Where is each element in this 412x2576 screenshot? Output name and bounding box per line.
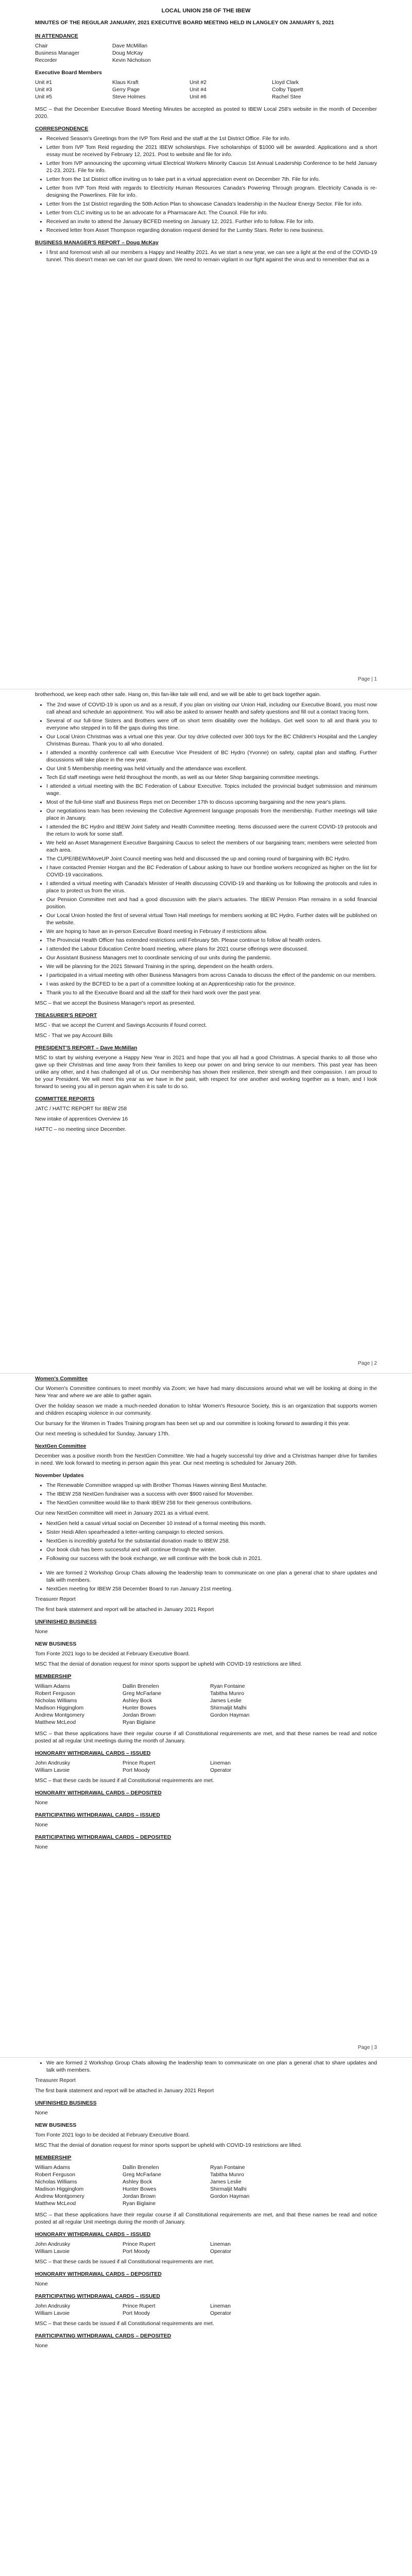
list-item: • Received Season's Greetings from the IVP Tom Reid and the staff at the 1st District Office. File for info. <box>46 135 377 143</box>
nextgen-heading: NextGen Committee <box>35 1444 87 1449</box>
member-name: Gerry Page <box>112 87 140 93</box>
list-item: • NextGen is incredibly grateful for the substantial donation made to IBEW 258. <box>46 1538 377 1545</box>
unit-label: Unit #3 <box>35 87 52 93</box>
list-item: • I attended the BC Hydro and IBEW Joint Safety and Health Committee meeting. Items discussed were the current COVID-19 protocols and the return to work for some staff. <box>46 824 377 838</box>
list-item: • NextGen held a casual virtual social on December 10 instead of a formal meeting this month. <box>46 1520 377 1528</box>
member-name: Ryan Biglaine <box>123 2201 156 2207</box>
list-item: • I participated in a virtual meeting with other Business Managers from across Canada to discuss the effect of the pandemic on our members. <box>46 972 377 979</box>
womens-text-2: Over the holiday season we made a much-needed donation to Ishtar Women's Resource Society, this is an organization that supports women and children escaping violence in our community. <box>35 1403 377 1416</box>
member-trade: Lineman <box>210 2303 231 2309</box>
correspondence-heading: CORRESPONDENCE <box>35 126 89 132</box>
honorary-motion: MSC – that these cards be issued if all Constitutional requirements are met. <box>35 2259 214 2265</box>
meet-list <box>35 2060 377 2074</box>
membership-motion: MSC – that these applications have their regular course if all Constitutional requirements are met, and that these names be read and notice posted at all regular Unit meetings during the month of January. <box>35 1731 377 1744</box>
list-item: • The Provincial Health Officer has extended restrictions until February 5th. Please continue to follow all health orders. <box>46 937 377 944</box>
unit-label: Unit #4 <box>190 87 207 93</box>
member-name: Ashley Bock <box>123 1698 152 1704</box>
member-name: James Leslie <box>210 1698 242 1704</box>
member-name: Greg McFarlane <box>123 1691 162 1697</box>
member-name: William Lavoie <box>35 2249 70 2255</box>
list-item: • Letter from IVP Tom Reid with regards to Electricity Human Resources Canada's Powering Through program. Electricity Canada is re-designing the Powerlines. File for info. <box>46 185 377 199</box>
member-name: Gordon Hayman <box>210 2194 250 2199</box>
page-divider <box>0 1373 412 1374</box>
document-header: LOCAL UNION 258 OF THE IBEW <box>161 8 251 14</box>
member-name: John Andrusky <box>35 1760 71 1766</box>
page-number: Page | 2 <box>357 1361 377 1366</box>
page-number: Page | 1 <box>357 676 377 682</box>
list-item: • Our Unit 5 Membership meeting was held virtually and the attendance was excellent. <box>46 766 377 773</box>
eb-members-heading: Executive Board Members <box>35 70 102 76</box>
committees-heading: COMMITTEE REPORTS <box>35 1096 95 1102</box>
member-name <box>210 2200 298 2208</box>
member-name: William Lavoie <box>35 1768 70 1773</box>
page-divider <box>0 2057 412 2058</box>
list-item: • We will be planning for the 2021 Steward Training in the spring, dependent on the health orders. <box>46 963 377 971</box>
list-item: • Received letter from Asset Thompson regarding donation request denied for the Lumby Stars. Refer to new business. <box>46 227 377 234</box>
member-name: William Adams <box>35 2165 71 2171</box>
member-location: Prince Rupert <box>123 2303 156 2309</box>
member-name: Nicholas Williams <box>35 2179 77 2185</box>
list-item: • Our Pension Committee met and had a good discussion with the plan's actuaries. The IBEW Pension Plan remains in a solid financial position. <box>46 896 377 911</box>
bm-report-motion: MSC – that we accept the Business Manager's report as presented. <box>35 1001 195 1006</box>
participating-deposited-heading: PARTICIPATING WITHDRAWAL CARDS – DEPOSITED <box>35 2333 171 2339</box>
member-name: Ryan Biglaine <box>123 1720 156 1725</box>
officer-role: Business Manager <box>35 50 80 56</box>
officer-name: Kevin Nicholson <box>112 58 151 63</box>
new-business-motion: MSC That the denial of donation request for minor sports support be upheld with COVID-19 restrictions are lifted. <box>35 1662 302 1667</box>
participating-deposited-none: None <box>35 2343 48 2349</box>
member-name: Dallin Brenelen <box>123 2165 159 2171</box>
list-item: • Tech Ed staff meetings were held throughout the month, as well as our Meter Shop bargaining committee meetings. <box>46 774 377 782</box>
list-item: • We are hoping to have an in-person Executive Board meeting in February if restrictions allow. <box>46 928 377 936</box>
officer-role: Chair <box>35 43 48 49</box>
honorary-issued-heading: HONORARY WITHDRAWAL CARDS – ISSUED <box>35 2232 151 2238</box>
honorary-deposited-heading: HONORARY WITHDRAWAL CARDS – DEPOSITED <box>35 1790 162 1796</box>
list-item: • We are formed 2 Workshop Group Chats allowing the leadership team to communicate on one plan a general chat to share updates and talk with members. <box>46 2060 377 2074</box>
list-item: • Our negotiations team has been reviewing the Collective Agreement language proposals from the membership. Further meetings will take place in January. <box>46 808 377 822</box>
womens-heading: Women's Committee <box>35 1376 88 1382</box>
treasurer-report-text: The first bank statement and report will be attached in January 2021 Report <box>35 2088 214 2094</box>
membership-list <box>35 1683 377 1726</box>
treasurer-report-text: The first bank statement and report will be attached in January 2021 Report <box>35 1607 214 1613</box>
participating-list <box>35 2303 377 2317</box>
member-location: Port Moody <box>123 1768 150 1773</box>
member-name: Greg McFarlane <box>123 2172 162 2178</box>
member-name: Colby Tippett <box>272 87 303 93</box>
bm-report-continued: brotherhood, we keep each other safe. Hang on, this fan-like tale will end, and we will be able to get back together again. <box>35 692 321 698</box>
bm-report-heading: BUSINESS MANAGER'S REPORT – Doug McKay <box>35 240 159 246</box>
member-name <box>210 1719 298 1726</box>
honorary-motion: MSC – that these cards be issued if all Constitutional requirements are met. <box>35 1778 214 1784</box>
member-name: Tabitha Munro <box>210 2172 244 2178</box>
unfinished-business-heading: UNFINISHED BUSINESS <box>35 1619 97 1625</box>
jatc-text: New intake of apprentices Overview 16 <box>35 1116 128 1122</box>
list-item: • The 2nd wave of COVID-19 is upon us and as a result, if you plan on visiting our Union Hall, including our Executive Board, you must now call ahead and schedule an appointment. You will also be asked to answer health and safety questions and fill out a contact tracing form. <box>46 702 377 716</box>
member-name: Shirmaljit Malhi <box>210 2187 247 2192</box>
list-item: • I attended a virtual meeting with the BC Federation of Labour Executive. Topics included the provincial budget submission and minimum wage. <box>46 783 377 798</box>
eb-members-list <box>35 79 377 101</box>
list-item: • Our Assistant Business Managers met to coordinate servicing of our units during the pandemic. <box>46 955 377 962</box>
bm-report-list <box>35 249 377 264</box>
womens-text-4: Our next meeting is scheduled for Sunday, January 17th. <box>35 1431 170 1437</box>
member-name: Shirmaljit Malhi <box>210 1705 247 1711</box>
member-name: Madison Higginglom <box>35 1705 84 1711</box>
member-name: Gordon Hayman <box>210 1713 250 1718</box>
officer-name: Dave McMillan <box>112 43 148 49</box>
treasurer-motion-2: MSC - That we pay Account Bills <box>35 1033 113 1039</box>
list-item: • The CUPE/IBEW/MoveUP Joint Council meeting was held and discussed the up and coming round of bargaining with BC Hydro. <box>46 856 377 863</box>
new-business-text: Tom Fonte 2021 logo to be decided at February Executive Board. <box>35 2132 190 2138</box>
list-item: • Letter from the 1st District regarding the 50th Action Plan to showcase Canada's leadership in the Nuclear Energy Sector. File for info. <box>46 201 377 208</box>
list-item: • I attended a monthly conference call with Executive Vice President of BC Hydro (Yvonne) on safety, capital plan and staffing. Further discussions will take place in the new year. <box>46 750 377 764</box>
unit-label: Unit #1 <box>35 80 52 86</box>
member-name: John Andrusky <box>35 2303 71 2309</box>
participating-deposited-none: None <box>35 1844 48 1850</box>
member-name: Dallin Brenelen <box>123 1684 159 1689</box>
officers-list <box>35 43 377 64</box>
page-1 <box>35 7 377 686</box>
list-item: • Sister Heidi Allen spearheaded a letter-writing campaign to elected seniors. <box>46 1529 377 1536</box>
member-name: John Andrusky <box>35 2242 71 2247</box>
new-business-heading: NEW BUSINESS <box>35 1641 77 1647</box>
list-item: • Received an invite to attend the January BCFED meeting on January 12, 2021. Further info to follow. File for info. <box>46 218 377 226</box>
unit-label: Unit #2 <box>190 80 207 86</box>
list-item: • Our Local Union Christmas was a virtual one this year. Our toy drive collected over 300 toys for the BC Children's Hospital and the Langley Christmas Bureau. Thank you to all who donated. <box>46 734 377 748</box>
member-name: Matthew McLeod <box>35 2201 76 2207</box>
list-item: • I first and foremost wish all our members a Happy and Healthy 2021. As we start a new year, we can see a light at the end of the COVID-19 tunnel. This doesn't mean we can let our guard down. We need to remain vigilant in our fight against the virus and to remember that as a <box>46 249 377 264</box>
participating-issued-heading: PARTICIPATING WITHDRAWAL CARDS – ISSUED <box>35 2294 160 2299</box>
page-number: Page | 3 <box>357 2045 377 2050</box>
member-name: William Lavoie <box>35 2311 70 2316</box>
president-text: MSC to start by wishing everyone a Happy New Year in 2021 and hope that you all had a good Christmas. A special thanks to all those who gave up their Christmas and time away from their families to keep our power on and bring service to our members. This past year has been unlike any other, and it has challenged all of us. Our membership has shown their resilience, their strength and their compassion. I am proud to be your President. We will meet this year as we have in the past, with respect for one another and working together as a team, and I look forward to seeing you all in person again when it is safe to do so. <box>35 1055 377 1090</box>
list-item: • Letter from the 1st District office inviting us to take part in a virtual appreciation event on December 7th. File for info. <box>46 176 377 183</box>
treasurer-report-label: Treasurer Report <box>35 1597 76 1602</box>
hattc-text: HATTC – no meeting since December. <box>35 1127 127 1132</box>
member-name: Matthew McLeod <box>35 1720 76 1725</box>
unfinished-none: None <box>35 1629 48 1635</box>
member-name: Robert Ferguson <box>35 1691 75 1697</box>
correspondence-list <box>35 135 377 234</box>
list-item: • Several of our full-time Sisters and Brothers were off on short term disability over the holidays. Get well soon to all and thank you to everyone who stepped in to fill the gaps during this time. <box>46 718 377 732</box>
officer-role: Recorder <box>35 58 57 63</box>
member-trade: Operator <box>210 1768 232 1773</box>
member-name: Madison Higginglom <box>35 2187 84 2192</box>
participating-issued-none: None <box>35 1822 48 1828</box>
member-name: Ryan Fontaine <box>210 1684 245 1689</box>
member-name: Jordan Brown <box>123 2194 156 2199</box>
treasurer-heading: TREASURER'S REPORT <box>35 1013 97 1019</box>
member-name: Andrew Montgomery <box>35 2194 84 2199</box>
honorary-deposited-none: None <box>35 1800 48 1806</box>
page-2 <box>35 691 377 1370</box>
meet-list <box>35 1570 377 1593</box>
list-item: • The IBEW 258 NextGen fundraiser was a success with over $900 raised for Movember. <box>46 1491 377 1498</box>
honorary-list <box>35 2241 377 2256</box>
president-heading: PRESIDENT'S REPORT – Dave McMillan <box>35 1045 138 1051</box>
list-item: • Most of the full-time staff and Business Reps met on December 17th to discuss upcoming bargaining and the new year's plans. <box>46 799 377 806</box>
member-name: Rachel Stee <box>272 94 301 100</box>
membership-heading: MEMBERSHIP <box>35 2155 72 2161</box>
member-name: Hunter Bowes <box>123 1705 157 1711</box>
list-item: • I was asked by the BCFED to be a part of a committee looking at an Apprenticeship ratio for the province. <box>46 981 377 988</box>
member-name: Andrew Montgomery <box>35 1713 84 1718</box>
list-item: • We held an Asset Management Executive Bargaining Caucus to select the members of our bargaining team; members were selected from each area. <box>46 840 377 854</box>
treasurer-report-label: Treasurer Report <box>35 2078 76 2083</box>
member-name: Tabitha Munro <box>210 1691 244 1697</box>
list-item: • I attended a virtual meeting with Canada's Minister of Health discussing COVID-19 and thanking us for following the protocols and rules in place to protect us from the virus. <box>46 880 377 895</box>
jatc-heading: JATC / HATTC REPORT for IBEW 258 <box>35 1106 127 1112</box>
updates-list <box>35 1482 377 1507</box>
honorary-list <box>35 1760 377 1774</box>
unfinished-none: None <box>35 2110 48 2116</box>
new-business-motion: MSC That the denial of donation request for minor sports support be upheld with COVID-19 restrictions are lifted. <box>35 2143 302 2148</box>
member-name: Jordan Brown <box>123 1713 156 1718</box>
list-item: • Our Local Union hosted the first of several virtual Town Hall meetings for members working at BC Hydro. Further dates will be published on the website. <box>46 912 377 927</box>
list-item: • Thank you to all the Executive Board and all the staff for their hard work over the past year. <box>46 990 377 997</box>
member-location: Port Moody <box>123 2311 150 2316</box>
list-item: • Letter from CLC inviting us to be an advocate for a Pharmacare Act. The Council. File for info. <box>46 210 377 217</box>
honorary-issued-heading: HONORARY WITHDRAWAL CARDS – ISSUED <box>35 1751 151 1756</box>
page-4 <box>35 2060 377 2576</box>
unit-label: Unit #5 <box>35 94 52 100</box>
list-item: • Following our success with the book exchange, we will continue with the book club in 2021. <box>46 1555 377 1563</box>
list-item: • I attended the Labour Education Centre board meeting, where plans for 2021 course offerings were discussed. <box>46 946 377 953</box>
list-item: • The Renewable Committee wrapped up with Brother Thomas Hawes winning Best Mustache. <box>46 1482 377 1489</box>
participating-deposited-heading: PARTICIPATING WITHDRAWAL CARDS – DEPOSITED <box>35 1835 171 1840</box>
member-location: Prince Rupert <box>123 1760 156 1766</box>
member-name: Hunter Bowes <box>123 2187 157 2192</box>
honorary-deposited-heading: HONORARY WITHDRAWAL CARDS – DEPOSITED <box>35 2272 162 2277</box>
member-name: Nicholas Williams <box>35 1698 77 1704</box>
participating-issued-heading: PARTICIPATING WITHDRAWAL CARDS – ISSUED <box>35 1812 160 1818</box>
bm-report-list-continued <box>35 702 377 997</box>
new-business-heading: NEW BUSINESS <box>35 2123 77 2128</box>
member-name: William Adams <box>35 1684 71 1689</box>
new-business-text: Tom Fonte 2021 logo to be decided at February Executive Board. <box>35 1651 190 1657</box>
member-name: Steve Holmes <box>112 94 146 100</box>
member-trade: Lineman <box>210 2242 231 2247</box>
member-name: Lloyd Clark <box>272 80 299 86</box>
list-item: • Letter from IVP Tom Reid regarding the 2021 IBEW scholarships. Five scholarships of $1000 will be awarded. Applications and a short essay must be received by February 12, 2021. Post to website and file for info. <box>46 144 377 159</box>
participating-motion: MSC – that these cards be issued if all Constitutional requirements are met. <box>35 2321 214 2327</box>
minutes-motion: MSC – that the December Executive Board Meeting Minutes be accepted as posted to IBEW Local 258's website in the month of December 2020. <box>35 107 377 120</box>
member-name: Robert Ferguson <box>35 2172 75 2178</box>
member-location: Port Moody <box>123 2249 150 2255</box>
member-name: Klaus Kraft <box>112 80 139 86</box>
updates-list-2 <box>35 1520 377 1563</box>
list-item: • NextGen meeting for IBEW 258 December Board to run January 21st meeting. <box>46 1586 377 1593</box>
list-item: • Letter from IVP announcing the upcoming virtual Electrical Workers Minority Caucus 1st Annual Leadership Conference to be held January 21-23, 2021. File for info. <box>46 160 377 175</box>
member-location: Prince Rupert <box>123 2242 156 2247</box>
list-item: • The NextGen committee would like to thank IBEW 258 for their generous contributions. <box>46 1500 377 1507</box>
unit-label: Unit #6 <box>190 94 207 100</box>
list-item: • Our book club has been successful and will continue through the winter. <box>46 1547 377 1554</box>
nextgen-text: December was a positive month from the NextGen Committee. We had a hugely successful toy drive and a Christmas hamper drive for families in need. We look forward to meeting in person again this year. Our next meeting is scheduled for January 26th. <box>35 1453 377 1466</box>
member-name: James Leslie <box>210 2179 242 2185</box>
member-name: Ryan Fontaine <box>210 2165 245 2171</box>
unfinished-business-heading: UNFINISHED BUSINESS <box>35 2100 97 2106</box>
membership-heading: MEMBERSHIP <box>35 1674 72 1680</box>
list-item: • We are formed 2 Workshop Group Chats allowing the leadership team to communicate on one plan a general chat to share updates and talk with members. <box>46 1570 377 1584</box>
page-3 <box>35 1376 377 2055</box>
treasurer-motion-1: MSC - that we accept the Current and Savings Accounts if found correct. <box>35 1023 207 1028</box>
list-item: • I have contacted Premier Horgan and the BC Federation of Labour asking to have our frontline workers recognized as higher on the list for COVID-19 vaccinations. <box>46 865 377 879</box>
member-name: Ashley Bock <box>123 2179 152 2185</box>
officer-name: Doug McKay <box>112 50 143 56</box>
honorary-deposited-none: None <box>35 2281 48 2287</box>
membership-list <box>35 2164 377 2208</box>
minutes-title: MINUTES OF THE REGULAR JANUARY, 2021 EXECUTIVE BOARD MEETING HELD IN LANGLEY ON JANUARY 5, 2021 <box>35 20 334 26</box>
member-trade: Operator <box>210 2311 232 2316</box>
member-trade: Lineman <box>210 1760 231 1766</box>
womens-text-3: Our bursary for the Women in Trades Training program has been set up and our committee is looking forward to awarding it this year. <box>35 1421 350 1427</box>
member-trade: Operator <box>210 2249 232 2255</box>
attendance-heading: IN ATTENDANCE <box>35 33 78 39</box>
membership-motion: MSC – that these applications have their regular course if all Constitutional requirements are met, and that these names be read and notice posted at all regular Unit meetings during the month of January. <box>35 2212 377 2225</box>
womens-text-1: Our Women's Committee continues to meet monthly via Zoom; we have had many discussions around what we will be looking at doing in the New Year and where we are able to gather again. <box>35 1386 377 1399</box>
updates-closing: Our new NextGen committee will meet in January 2021 as a virtual event. <box>35 1511 210 1516</box>
updates-heading: November Updates <box>35 1473 84 1479</box>
